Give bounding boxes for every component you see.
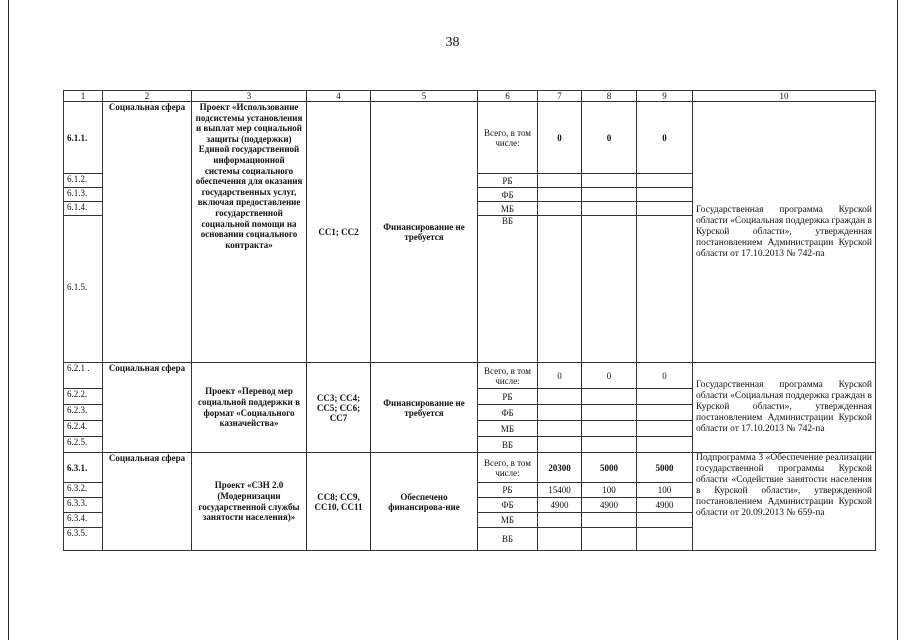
value-cell: 4900 bbox=[637, 498, 693, 513]
value-cell bbox=[538, 202, 582, 216]
table-row bbox=[64, 102, 876, 174]
source-cell: ВБ bbox=[478, 437, 538, 453]
source-cell: ФБ bbox=[478, 405, 538, 421]
value-cell bbox=[582, 405, 637, 421]
value-cell bbox=[637, 405, 693, 421]
program-cell: Подпрограмма 3 «Обеспечение реализации государственной программы Курской области «Содействие занятости населения в Курской области», утвержденной постановлением Администрации Курской области от 20.09.2013 № 659-па bbox=[693, 453, 876, 551]
source-cell: Всего, в том числе: bbox=[478, 453, 538, 483]
row-code: 6.2.1 . bbox=[64, 363, 103, 389]
header-cell: 2 bbox=[103, 91, 192, 102]
page-right-edge bbox=[897, 0, 898, 640]
row-code: 6.3.3. bbox=[64, 498, 103, 513]
value-cell bbox=[538, 421, 582, 437]
source-cell: РБ bbox=[478, 174, 538, 188]
value-cell: 0 bbox=[637, 363, 693, 389]
value-cell bbox=[637, 216, 693, 363]
row-code: 6.3.2. bbox=[64, 483, 103, 498]
value-cell bbox=[637, 437, 693, 453]
value-cell bbox=[582, 389, 637, 405]
header-cell: 6 bbox=[478, 91, 538, 102]
row-code: 6.1.2. bbox=[64, 174, 103, 188]
indicators-cell: СС8; СС9, СС10, СС11 bbox=[307, 453, 371, 551]
header-cell: 3 bbox=[192, 91, 307, 102]
value-cell: 0 bbox=[538, 102, 582, 174]
value-cell bbox=[637, 202, 693, 216]
sphere-cell: Социальная сфера bbox=[103, 363, 192, 453]
financing-cell: Финансирование не требуется bbox=[371, 102, 478, 363]
source-cell: РБ bbox=[478, 389, 538, 405]
value-cell: 0 bbox=[582, 363, 637, 389]
source-cell: МБ bbox=[478, 513, 538, 528]
header-cell: 1 bbox=[64, 91, 103, 102]
project-cell: Проект «СЗН 2.0 (Модернизации государственной службы занятости населения)» bbox=[192, 453, 307, 551]
source-cell: Всего, в том числе: bbox=[478, 102, 538, 174]
value-cell bbox=[538, 405, 582, 421]
value-cell: 4900 bbox=[582, 498, 637, 513]
value-cell bbox=[637, 421, 693, 437]
financing-cell: Финансирование не требуется bbox=[371, 363, 478, 453]
row-code: 6.1.3. bbox=[64, 188, 103, 202]
source-cell: ФБ bbox=[478, 188, 538, 202]
value-cell bbox=[582, 421, 637, 437]
value-cell bbox=[538, 216, 582, 363]
header-cell: 10 bbox=[693, 91, 876, 102]
value-cell: 20300 bbox=[538, 453, 582, 483]
project-cell: Проект «Перевод мер социальной поддержки в формат «Социального казначейства» bbox=[192, 363, 307, 453]
value-cell bbox=[538, 389, 582, 405]
source-cell: ФБ bbox=[478, 498, 538, 513]
row-code: 6.2.3. bbox=[64, 405, 103, 421]
value-cell bbox=[582, 174, 637, 188]
source-cell: ВБ bbox=[478, 216, 538, 363]
value-cell bbox=[538, 528, 582, 551]
row-code: 6.1.4. bbox=[64, 202, 103, 216]
row-code: 6.3.1. bbox=[64, 453, 103, 483]
page-left-edge bbox=[8, 0, 9, 640]
project-table bbox=[63, 90, 876, 551]
value-cell bbox=[582, 528, 637, 551]
value-cell bbox=[538, 437, 582, 453]
value-cell bbox=[582, 216, 637, 363]
value-cell bbox=[637, 174, 693, 188]
value-cell: 4900 bbox=[538, 498, 582, 513]
value-cell bbox=[538, 513, 582, 528]
program-cell: Государственная программа Курской области «Социальная поддержка граждан в Курской области», утвержденная постановлением Администрации Курской области от 17.10.2013 № 742-па bbox=[693, 102, 876, 363]
value-cell bbox=[637, 188, 693, 202]
value-cell bbox=[582, 202, 637, 216]
value-cell: 5000 bbox=[637, 453, 693, 483]
value-cell bbox=[582, 437, 637, 453]
header-cell: 7 bbox=[538, 91, 582, 102]
source-cell: МБ bbox=[478, 421, 538, 437]
value-cell: 100 bbox=[582, 483, 637, 498]
value-cell: 0 bbox=[538, 363, 582, 389]
row-code: 6.2.2. bbox=[64, 389, 103, 405]
header-cell: 9 bbox=[637, 91, 693, 102]
row-code: 6.2.4. bbox=[64, 421, 103, 437]
header-cell: 5 bbox=[371, 91, 478, 102]
value-cell bbox=[637, 513, 693, 528]
program-cell: Государственная программа Курской области «Социальная поддержка граждан в Курской области», утвержденная постановлением Администрации Курской области от 17.10.2013 № 742-па bbox=[693, 363, 876, 453]
source-cell: Всего, в том числе: bbox=[478, 363, 538, 389]
value-cell bbox=[637, 528, 693, 551]
value-cell: 100 bbox=[637, 483, 693, 498]
indicators-cell: СС1; СС2 bbox=[307, 102, 371, 363]
value-cell bbox=[637, 389, 693, 405]
page-number: 38 bbox=[445, 35, 460, 50]
value-cell bbox=[538, 174, 582, 188]
header-cell: 4 bbox=[307, 91, 371, 102]
header-row bbox=[64, 91, 876, 102]
header-cell: 8 bbox=[582, 91, 637, 102]
financing-cell: Обеспечено финансирова-ние bbox=[371, 453, 478, 551]
value-cell: 5000 bbox=[582, 453, 637, 483]
row-code: 6.3.5. bbox=[64, 528, 103, 551]
value-cell bbox=[582, 513, 637, 528]
source-cell: РБ bbox=[478, 483, 538, 498]
sphere-cell: Социальная сфера bbox=[103, 102, 192, 363]
value-cell bbox=[538, 188, 582, 202]
indicators-cell: СС3; СС4; СС5; СС6; СС7 bbox=[307, 363, 371, 453]
value-cell: 15400 bbox=[538, 483, 582, 498]
table-row bbox=[64, 453, 876, 483]
row-code: 6.2.5. bbox=[64, 437, 103, 453]
source-cell: ВБ bbox=[478, 528, 538, 551]
project-cell: Проект «Использование подсистемы установления и выплат мер социальной защиты (поддержки) Единой государственной информационной системы социального обеспечения для оказания государственных услуг, включая предоставление государственной социальной помощи на основании социального контракта» bbox=[192, 102, 307, 363]
table-row bbox=[64, 363, 876, 389]
value-cell bbox=[582, 188, 637, 202]
value-cell: 0 bbox=[582, 102, 637, 174]
source-cell: МБ bbox=[478, 202, 538, 216]
sphere-cell: Социальная сфера bbox=[103, 453, 192, 551]
value-cell: 0 bbox=[637, 102, 693, 174]
row-code: 6.3.4. bbox=[64, 513, 103, 528]
row-code: 6.1.1. bbox=[64, 102, 103, 174]
row-code: 6.1.5. bbox=[64, 216, 103, 363]
